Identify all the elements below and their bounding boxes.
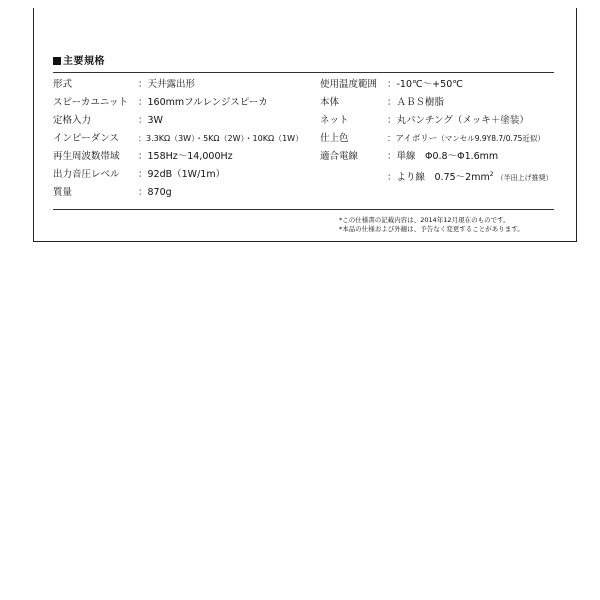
spec-label: ネット	[320, 115, 349, 126]
footnote: *この仕様書の記載内容は、2014年12月現在のものです。	[339, 216, 510, 224]
spec-value: ：ＡＢＳ樹脂	[387, 97, 445, 108]
section-title: 主要規格	[63, 56, 105, 67]
spec-value-wrap	[387, 169, 553, 184]
spec-value: ：単線 Φ0.8～Φ1.6mm	[387, 151, 499, 162]
spec-label: スピーカユニット	[53, 97, 129, 108]
spec-value: ：3W	[138, 115, 163, 126]
spec-value: ：より線 0.75～2mm	[387, 172, 490, 184]
spec-value: ：-10℃～+50℃	[387, 79, 463, 90]
spec-label: 適合電線	[320, 151, 359, 162]
spec-value: ：天井露出形	[138, 79, 196, 90]
square-bullet-icon	[53, 57, 61, 65]
spec-value-note: （半田上げ推奨）	[496, 174, 553, 183]
top-divider	[53, 72, 554, 73]
footnote: *本品の仕様および外観は、予告なく変更することがあります。	[339, 225, 524, 233]
spec-label: インピーダンス	[53, 133, 119, 144]
section-heading	[53, 52, 105, 67]
spec-value: ：160mmフルレンジスピーカ	[138, 97, 268, 108]
spec-value: ：158Hz～14,000Hz	[138, 151, 233, 162]
spec-value: ：3.3KΩ（3W）・5KΩ（2W）・10KΩ（1W）	[138, 134, 304, 143]
spec-value-sup: 2	[489, 171, 494, 178]
spec-label: 定格入力	[53, 115, 92, 126]
spec-value: ：アイボリー	[387, 134, 438, 144]
spec-value-note: （マンセル9.9Y8.7/0.75近似）	[437, 134, 545, 143]
spec-label: 使用温度範囲	[320, 79, 378, 90]
spec-value: ：870g	[138, 187, 172, 198]
spec-label: 仕上色	[320, 133, 349, 144]
spec-label: 再生周波数帯域	[53, 151, 120, 162]
spec-label: 出力音圧レベル	[53, 169, 120, 180]
bottom-divider	[53, 209, 554, 210]
spec-value: ：丸パンチング（メッキ＋塗装）	[387, 115, 529, 126]
spec-value: ：92dB（1W/1m）	[138, 169, 226, 180]
spec-value-wrap	[387, 133, 545, 145]
spec-label: 形式	[53, 79, 73, 90]
spec-label: 本体	[320, 97, 340, 108]
spec-label: 質量	[53, 187, 73, 198]
